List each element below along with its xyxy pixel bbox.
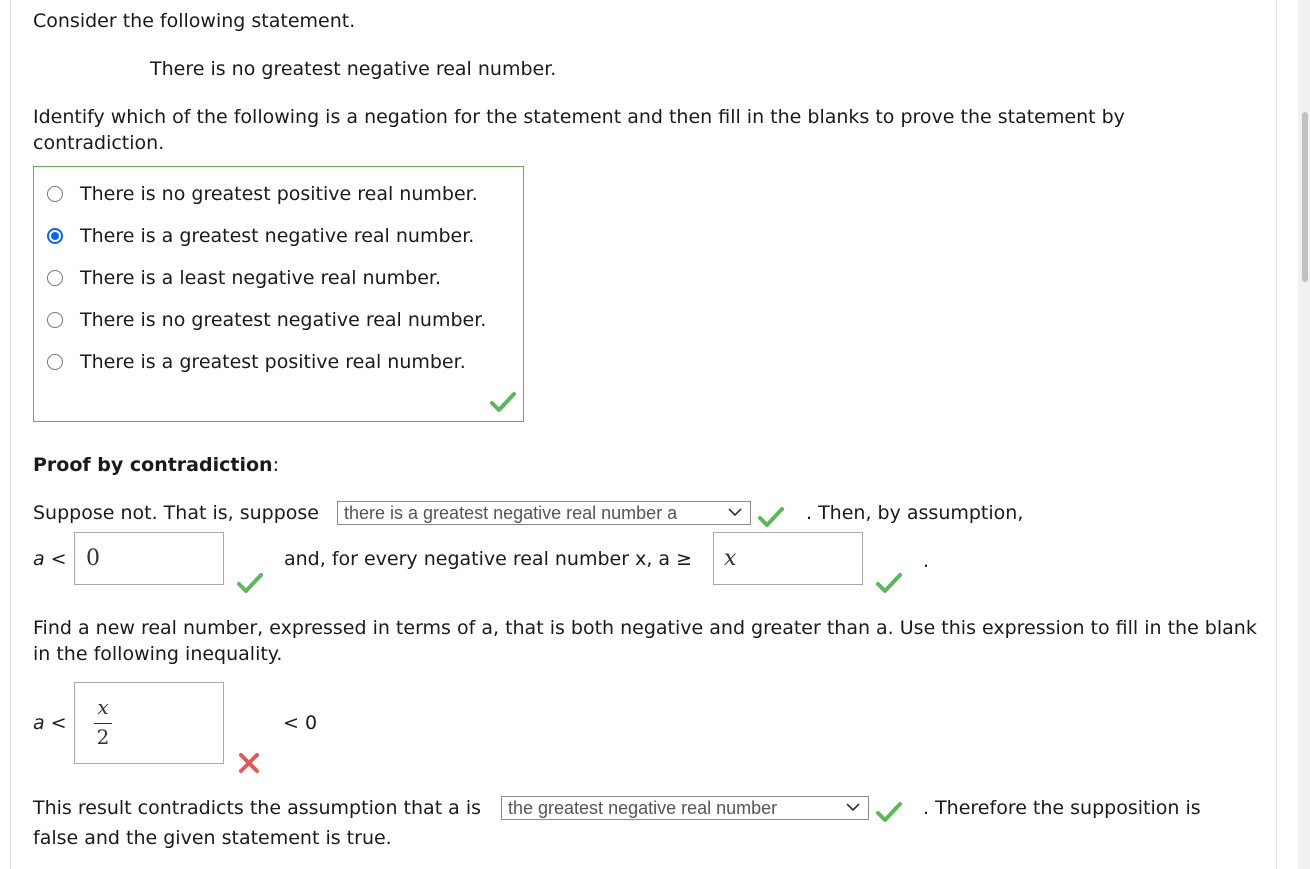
check-icon (758, 506, 784, 528)
choice-3[interactable] (47, 305, 486, 335)
intro-text: Consider the following statement. (33, 10, 356, 32)
check-icon (490, 391, 516, 413)
choice-2[interactable] (47, 263, 441, 293)
choice-label: There is no greatest positive real number. (80, 183, 478, 205)
instructions-text: Identify which of the following is a negation for the statement and then fill in the blanks to prove the statement by contradiction. (33, 106, 1125, 154)
radio-button[interactable] (47, 270, 63, 286)
find-text: Find a new real number, expressed in terms of a, that is both negative and greater than a. Use this expression to fill in the blank in the following inequality. (33, 617, 1257, 665)
choice-label: There is a greatest positive real number. (80, 351, 466, 373)
check-icon (876, 572, 902, 594)
suppose-suffix: . Then, by assumption, (806, 502, 1024, 524)
choice-4[interactable] (47, 347, 466, 377)
scrollbar-thumb[interactable] (1302, 112, 1308, 282)
contradict-prefix: This result contradicts the assumption that a is (33, 797, 482, 819)
a-less-than-input[interactable] (74, 532, 224, 585)
check-icon (876, 801, 902, 823)
suppose-prefix: Suppose not. That is, suppose (33, 502, 319, 524)
choice-label: There is a greatest negative real number. (80, 225, 475, 247)
chevron-down-icon (846, 802, 860, 812)
contradiction-select[interactable] (501, 796, 869, 820)
suppose-select-value: there is a greatest negative real number a (344, 503, 678, 523)
check-icon (237, 572, 263, 594)
contradict-suffix: . Therefore the supposition is (923, 797, 1201, 819)
radio-button[interactable] (47, 312, 63, 328)
inequality-a-label: a < (33, 712, 67, 734)
fraction-numerator: x (97, 695, 109, 719)
a-greater-equal-value: x (724, 546, 737, 571)
content-left-border (10, 0, 11, 869)
radio-button[interactable] (47, 186, 63, 202)
choice-1[interactable] (47, 221, 474, 251)
choice-label: There is a least negative real number. (80, 267, 441, 289)
fraction-denominator: 2 (96, 725, 110, 749)
fraction-bar (94, 723, 112, 724)
negation-choices (33, 166, 524, 422)
a-less-than-value: 0 (86, 546, 100, 571)
choice-0[interactable] (47, 179, 478, 209)
fraction-input[interactable] (74, 682, 224, 764)
suppose-select[interactable] (337, 501, 751, 525)
proof-heading: Proof by contradiction: (33, 454, 279, 476)
conclusion-text: false and the given statement is true. (33, 827, 392, 849)
radio-button[interactable] (47, 354, 63, 370)
less-than-zero: < 0 (283, 712, 318, 734)
a-greater-equal-input[interactable] (713, 532, 863, 585)
statement-text: There is no greatest negative real number. (150, 58, 557, 80)
contradiction-select-value: the greatest negative real number (508, 798, 778, 818)
content-right-border (1276, 0, 1277, 869)
cross-icon (238, 752, 260, 774)
a-less-than-label: a < (33, 548, 67, 570)
period: . (923, 550, 930, 572)
choice-label: There is no greatest negative real number. (80, 309, 487, 331)
chevron-down-icon (728, 507, 742, 517)
radio-button-selected[interactable] (47, 228, 63, 244)
and-text: and, for every negative real number x, a ≥ (284, 548, 693, 570)
